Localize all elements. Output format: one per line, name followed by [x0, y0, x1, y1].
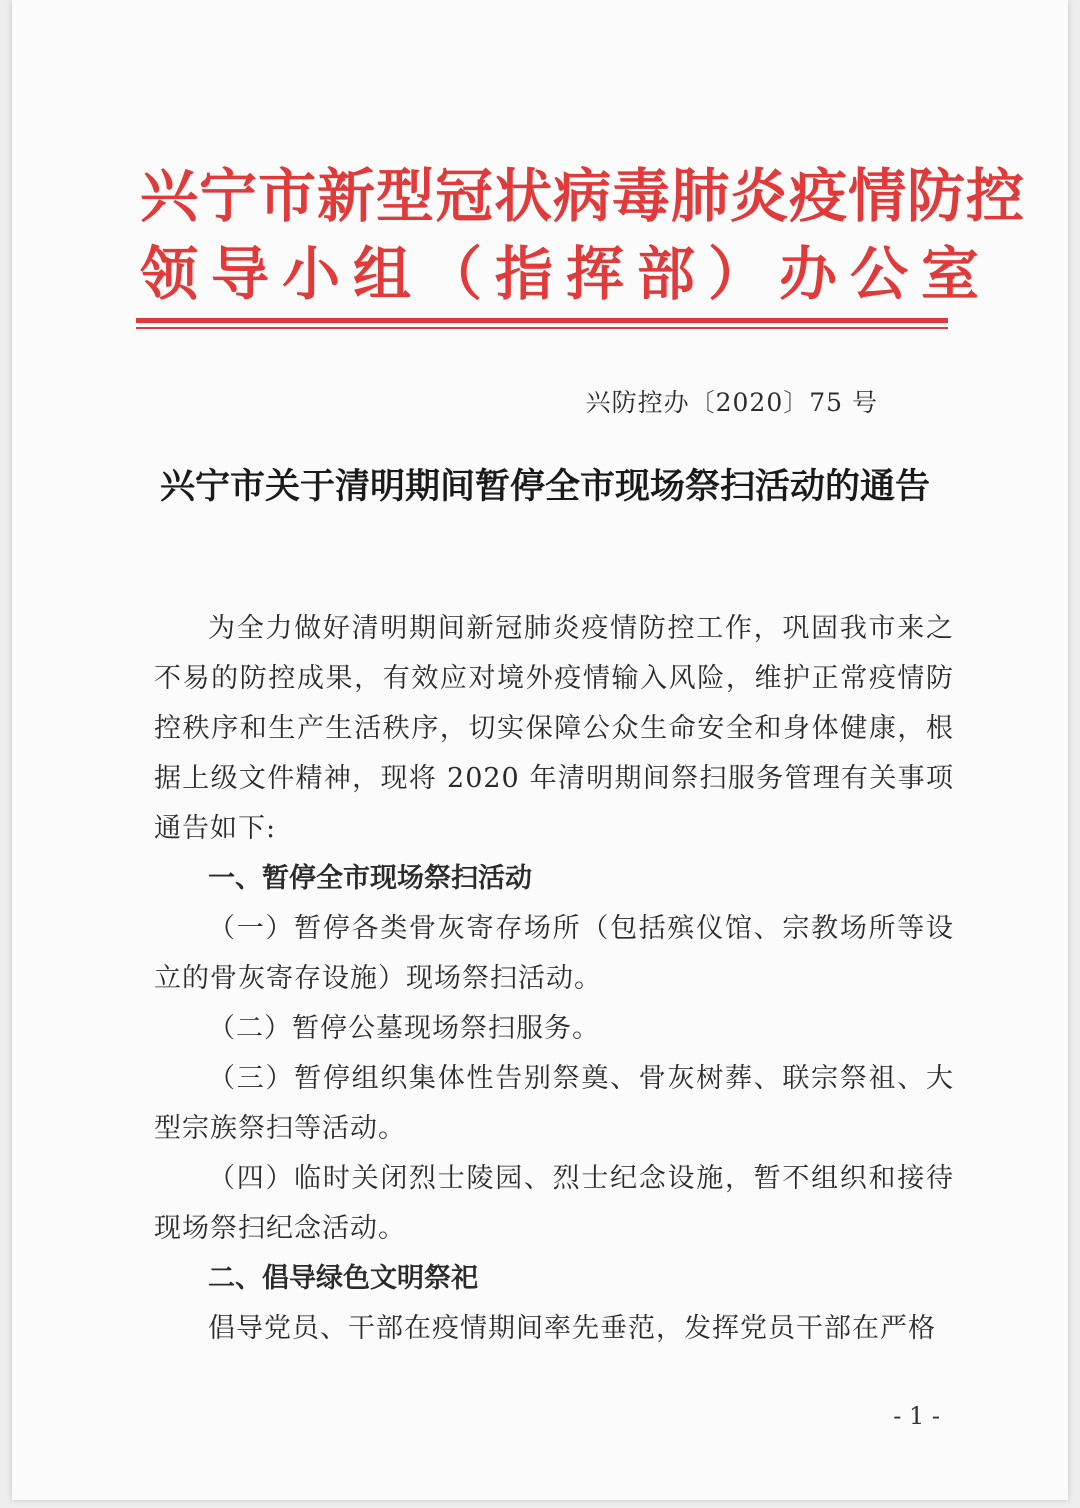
item-paragraph: （一）暂停各类骨灰寄存场所（包括殡仪馆、宗教场所等设立的骨灰寄存设施）现场祭扫活动。 [154, 913, 954, 994]
intro-paragraph: 为全力做好清明期间新冠肺炎疫情防控工作，巩固我市来之不易的防控成果，有效应对境外疫情输入风险，维护正常疫情防控秩序和生产生活秩序，切实保障公众生命安全和身体健康，根据上级文件精神，现将 2020 年清明期间祭扫服务管理有关事项通告如下: [154, 613, 954, 844]
header-line-2: 领导小组（指挥部）办公室 [140, 240, 993, 308]
item-paragraph: （三）暂停组织集体性告别祭奠、骨灰树葬、联宗祭祖、大型宗族祭扫等活动。 [154, 1063, 954, 1144]
document-body [154, 604, 954, 1354]
header-line-1: 兴宁市新型冠状病毒肺炎疫情防控 [140, 162, 1026, 230]
body-paragraph: 倡导党员、干部在疫情期间率先垂范，发挥党员干部在严格 [208, 1313, 936, 1344]
item-paragraph: （四）临时关闭烈士陵园、烈士纪念设施，暂不组织和接待现场祭扫纪念活动。 [154, 1163, 954, 1244]
section-heading-1: 一、暂停全市现场祭扫活动 [208, 863, 532, 894]
item-paragraph: （二）暂停公墓现场祭扫服务。 [208, 1013, 600, 1044]
page-number: - 1 - [893, 1402, 940, 1430]
section-heading-2: 二、倡导绿色文明祭祀 [208, 1263, 478, 1294]
header-rule-thick [136, 318, 948, 323]
header-rule-thin [136, 327, 948, 329]
document-title: 兴宁市关于清明期间暂停全市现场祭扫活动的通告 [159, 466, 930, 507]
document-number: 兴防控办〔2020〕75 号 [585, 388, 878, 417]
document-page [12, 0, 1068, 1500]
